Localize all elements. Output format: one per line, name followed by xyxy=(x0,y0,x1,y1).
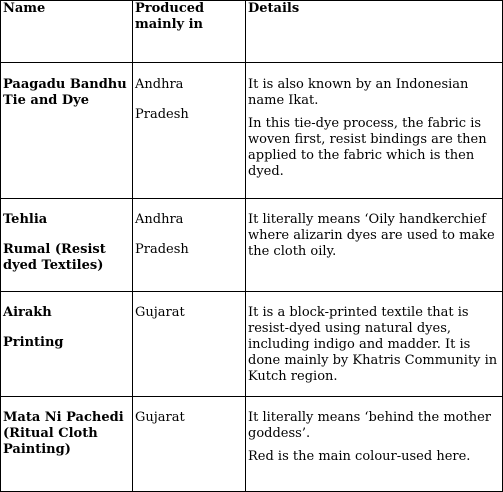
table-row xyxy=(1,199,503,292)
row-produced-line2: Pradesh xyxy=(135,242,189,257)
row-details-cell xyxy=(246,292,503,397)
row-details-cell xyxy=(246,199,503,292)
row-name-cell xyxy=(1,397,133,492)
row-name-line2: Tie and Dye xyxy=(3,93,89,108)
row-name-line2: Printing xyxy=(3,335,64,350)
row-produced-cell xyxy=(133,397,246,492)
row-name-line1: Airakh xyxy=(3,305,52,320)
header-produced-line2: mainly in xyxy=(135,17,203,32)
row-produced-line1: Andhra xyxy=(135,212,184,227)
row-produced-cell xyxy=(133,199,246,292)
row-produced-line1: Gujarat xyxy=(135,410,185,425)
row-details-p1: It literally means ‘behind the mother goddess’. xyxy=(248,410,492,441)
row-name-line1: Tehlia xyxy=(3,212,48,227)
row-details-p1: It is also known by an Indonesian name Ikat. xyxy=(248,77,469,108)
row-details-cell xyxy=(246,63,503,199)
row-produced-line2: Pradesh xyxy=(135,107,189,122)
header-details: Details xyxy=(246,1,503,63)
header-produced xyxy=(133,1,246,63)
row-name-line1: Mata Ni Pachedi (Ritual Cloth Painting) xyxy=(3,410,124,457)
row-name-cell xyxy=(1,63,133,199)
row-name-cell xyxy=(1,292,133,397)
row-name-line1: Paagadu Bandhu xyxy=(3,77,127,92)
row-produced-cell xyxy=(133,292,246,397)
table-row xyxy=(1,63,503,199)
table-row xyxy=(1,292,503,397)
row-produced-cell xyxy=(133,63,246,199)
row-details-p1: It is a block-printed textile that is resist-dyed using natural dyes, including indigo and madder. It is done mainly by Khatris Community in Kutch region. xyxy=(248,305,498,384)
row-produced-line1: Gujarat xyxy=(135,305,185,320)
header-name: Name xyxy=(1,1,133,63)
table-row xyxy=(1,397,503,492)
header-row xyxy=(1,1,503,63)
row-details-cell xyxy=(246,397,503,492)
header-produced-line1: Produced xyxy=(135,1,205,16)
row-details-p1: It literally means ‘Oily handkerchief where alizarin dyes are used to make the cloth oily. xyxy=(248,212,495,259)
row-name-cell xyxy=(1,199,133,292)
row-name-line2: Rumal (Resist dyed Textiles) xyxy=(3,242,106,273)
row-details-p2: Red is the main colour-used here. xyxy=(248,449,471,464)
row-produced-line1: Andhra xyxy=(135,77,184,92)
row-details-p2: In this tie-dye process, the fabric is woven first, resist bindings are then applied to the fabric which is then dyed. xyxy=(248,116,487,179)
